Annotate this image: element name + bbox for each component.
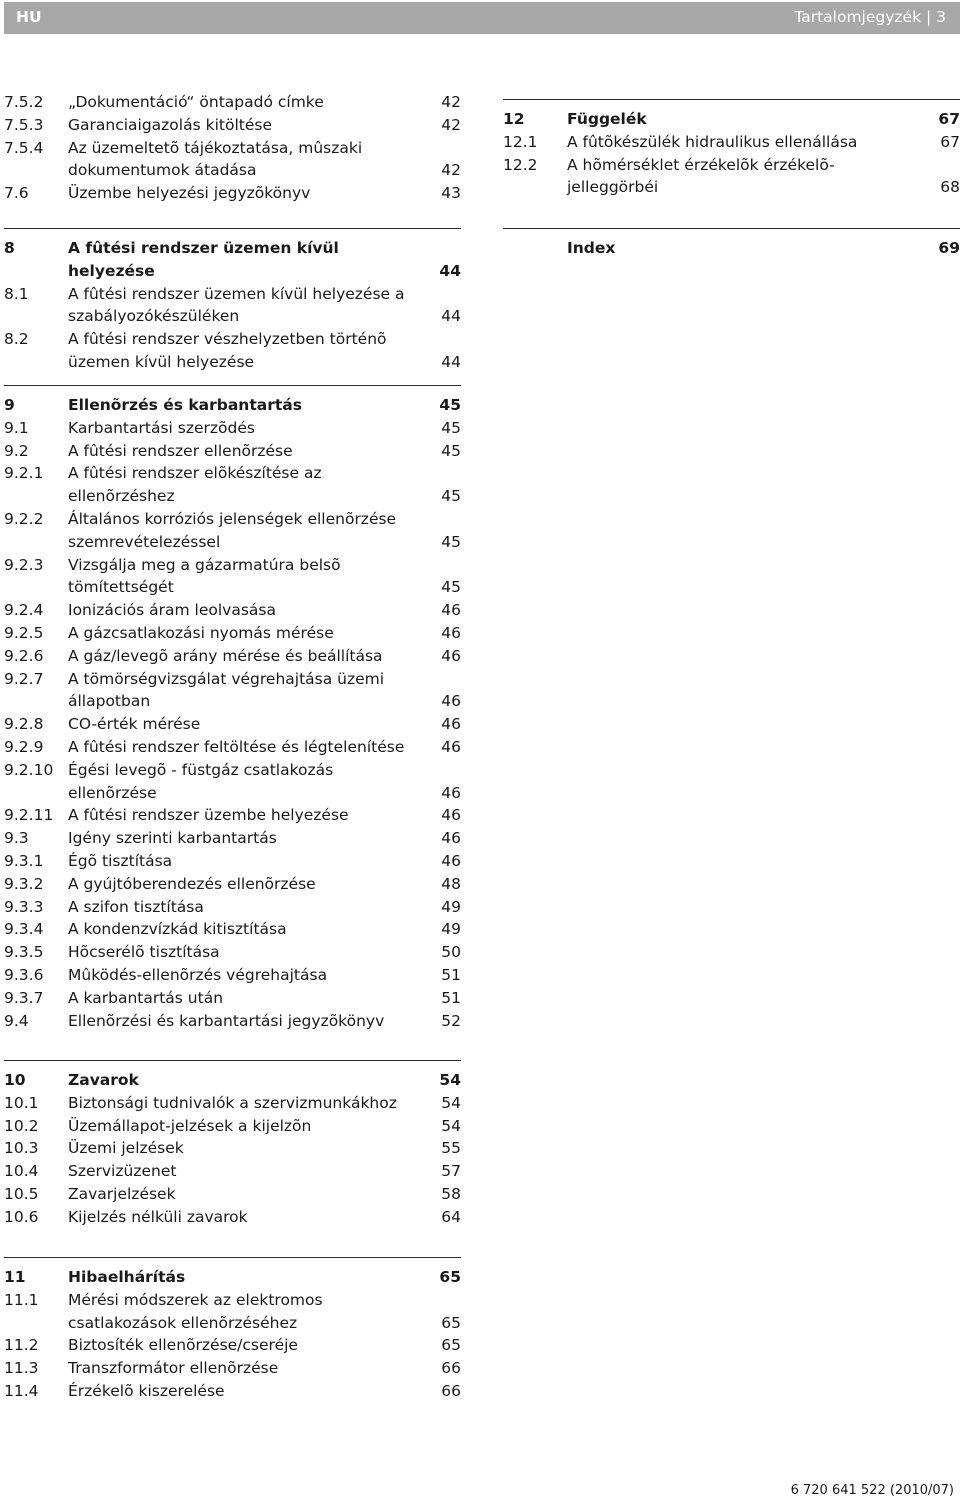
toc-entry-number: 8.1 — [4, 284, 29, 303]
toc-section-index — [503, 228, 960, 260]
toc-entry-text: Ionizációs áram leolvasása — [68, 601, 276, 620]
toc-left-column — [4, 91, 461, 205]
toc-entry-text: Érzékelõ kiszerelése — [68, 1381, 225, 1400]
toc-entry-number: 11 — [4, 1268, 26, 1286]
toc-entry-page: 52 — [441, 1011, 461, 1030]
toc-entry-number: 12.1 — [503, 132, 538, 151]
toc-entry-text: Ellenõrzés és karbantartás — [68, 396, 302, 414]
toc-left-column — [4, 385, 461, 1032]
toc-entry-number: 9.2.8 — [4, 715, 44, 734]
toc-entry-text: Mûködés-ellenõrzés végrehajtása — [68, 965, 328, 984]
toc-entry-page: 64 — [441, 1207, 461, 1226]
toc-entry-text: Biztonsági tudnivalók a szervizmunkákhoz — [68, 1093, 397, 1112]
toc-entry-number: 10.1 — [4, 1093, 39, 1112]
toc-entry-text: A kondenzvízkád kitisztítása — [68, 920, 287, 939]
toc-heading-entry[interactable] — [4, 1069, 461, 1092]
toc-entry-page: 46 — [441, 601, 461, 620]
toc-entry-number: 9 — [4, 396, 15, 414]
toc-entry-text: Az üzemeltetõ tájékoztatása, mûszaki dokumentumok átadása — [68, 138, 363, 180]
toc-entry[interactable] — [4, 182, 461, 205]
toc-entry-number: 7.6 — [4, 184, 29, 203]
toc-entry-page: 55 — [441, 1139, 461, 1158]
toc-entry-page: 44 — [439, 261, 461, 280]
toc-entry-text: A fûtési rendszer feltöltése és légtelenítése — [68, 737, 405, 756]
toc-entry-page: 49 — [441, 897, 461, 916]
toc-entry-number: 7.5.2 — [4, 93, 44, 111]
toc-entry-text: A fûtési rendszer üzemen kívül helyezése — [68, 239, 339, 280]
toc-entry-page: 66 — [441, 1359, 461, 1378]
toc-entry-page: 42 — [441, 93, 461, 111]
toc-entry-number: 9.3.2 — [4, 874, 44, 893]
toc-entry-text: Garanciaigazolás kitöltése — [68, 115, 272, 134]
toc-entry[interactable] — [503, 131, 960, 154]
toc-entry[interactable] — [4, 1183, 461, 1206]
toc-entry-text: Általános korróziós jelenségek ellenõrzése szemrevételezéssel — [68, 509, 397, 551]
toc-entry[interactable] — [4, 645, 461, 668]
toc-entry-page: 54 — [439, 1071, 461, 1089]
toc-entry[interactable] — [4, 918, 461, 941]
toc-entry[interactable] — [4, 1380, 461, 1403]
toc-section-11 — [4, 1257, 461, 1403]
toc-entry-number: 9.3.5 — [4, 943, 44, 962]
toc-entry-page: 46 — [441, 692, 461, 711]
toc-entry-number: 9.2.2 — [4, 509, 44, 528]
toc-entry-page: 48 — [441, 874, 461, 893]
toc-entry[interactable] — [4, 736, 461, 759]
toc-entry[interactable] — [4, 668, 461, 714]
toc-entry[interactable] — [4, 1115, 461, 1138]
toc-entry-text: Szervizüzenet — [68, 1162, 177, 1181]
toc-entry-number: 9.2.7 — [4, 669, 44, 688]
toc-entry-page: 65 — [439, 1268, 461, 1286]
toc-entry[interactable] — [4, 114, 461, 137]
toc-entry[interactable] — [4, 137, 461, 183]
toc-entry-page: 46 — [441, 737, 461, 756]
toc-heading-entry[interactable] — [4, 1266, 461, 1289]
toc-entry-text: Hõcserélõ tisztítása — [68, 943, 220, 962]
toc-entry-page: 68 — [940, 178, 960, 197]
toc-entry-page: 45 — [439, 396, 461, 414]
toc-entry-page: 43 — [441, 184, 461, 203]
toc-entry-text: Vizsgálja meg a gázarmatúra belsõ tömítettségét — [68, 555, 341, 597]
toc-entry-text: Függelék — [567, 110, 647, 128]
toc-entry-page: 46 — [441, 829, 461, 848]
toc-entry-number: 9.4 — [4, 1011, 29, 1030]
toc-entry-text: Égõ tisztítása — [68, 851, 173, 870]
toc-entry-text: Üzemi jelzések — [68, 1139, 184, 1158]
toc-entry-number: 9.2.11 — [4, 806, 54, 825]
toc-entry[interactable] — [4, 873, 461, 896]
toc-entry-number: 9.3.4 — [4, 920, 44, 939]
toc-entry-text: A szifon tisztítása — [68, 897, 204, 916]
toc-entry-page: 44 — [441, 307, 461, 326]
toc-entry-page: 57 — [441, 1162, 461, 1181]
toc-entry-text: Mérési módszerek az elektromos csatlakozások ellenõrzéséhez — [68, 1290, 323, 1332]
toc-entry[interactable] — [4, 440, 461, 463]
toc-entry-number: 10.5 — [4, 1184, 39, 1203]
toc-entry-text: Üzembe helyezési jegyzõkönyv — [68, 184, 311, 203]
toc-entry[interactable] — [4, 554, 461, 600]
toc-entry-text: Karbantartási szerzõdés — [68, 418, 255, 437]
toc-entry-text: Kijelzés nélküli zavarok — [68, 1207, 248, 1226]
toc-entry[interactable] — [4, 599, 461, 622]
toc-entry-page: 67 — [938, 110, 960, 128]
toc-entry-page: 45 — [441, 418, 461, 437]
toc-entry-number: 9.2.1 — [4, 464, 44, 483]
toc-entry-page: 46 — [441, 806, 461, 825]
toc-entry[interactable] — [4, 1289, 461, 1335]
toc-entry-number: 10.6 — [4, 1207, 39, 1226]
toc-entry[interactable] — [503, 154, 960, 200]
toc-section-9 — [4, 385, 461, 1032]
toc-entry[interactable] — [4, 91, 461, 114]
toc-entry-number: 10 — [4, 1071, 26, 1089]
toc-entry[interactable] — [4, 417, 461, 440]
toc-entry-text: CO-érték mérése — [68, 715, 201, 734]
toc-heading-entry[interactable] — [4, 237, 461, 283]
toc-entry-text: Égési levegõ - füstgáz csatlakozás ellenõrzése — [68, 760, 334, 802]
toc-entry[interactable] — [4, 462, 461, 508]
toc-entry-page: 69 — [938, 239, 960, 257]
toc-entry-text: A tömörségvizsgálat végrehajtása üzemi állapotban — [68, 669, 385, 711]
toc-entry-page: 46 — [441, 715, 461, 734]
toc-heading-entry[interactable] — [4, 394, 461, 417]
toc-entry[interactable] — [4, 283, 461, 329]
toc-entry-number: 11.1 — [4, 1290, 39, 1309]
toc-entry-page: 54 — [441, 1116, 461, 1135]
toc-entry[interactable] — [4, 1160, 461, 1183]
toc-entry-text: A gyújtóberendezés ellenõrzése — [68, 874, 316, 893]
toc-entry[interactable] — [4, 827, 461, 850]
toc-entry-number: 12 — [503, 110, 525, 128]
toc-entry-number: 7.5.3 — [4, 115, 44, 134]
toc-entry[interactable] — [4, 804, 461, 827]
toc-entry-text: Index — [567, 239, 616, 257]
toc-entry-number: 9.2.4 — [4, 601, 44, 620]
toc-entry-text: Biztosíték ellenõrzése/cseréje — [68, 1336, 298, 1355]
toc-entry[interactable] — [4, 1092, 461, 1115]
toc-entry[interactable] — [4, 941, 461, 964]
toc-entry-text: Igény szerinti karbantartás — [68, 829, 277, 848]
toc-entry-text: Üzemállapot-jelzések a kijelzõn — [68, 1116, 312, 1135]
toc-entry-number: 9.2.6 — [4, 646, 44, 665]
toc-entry-text: Ellenõrzési és karbantartási jegyzõkönyv — [68, 1011, 385, 1030]
toc-entry-text: A fûtési rendszer vészhelyzetben történõ üzemen kívül helyezése — [68, 330, 387, 371]
toc-entry-text: Transzformátor ellenõrzése — [68, 1359, 279, 1378]
toc-left-column — [4, 1257, 461, 1403]
toc-entry[interactable] — [4, 1334, 461, 1357]
toc-entry-page: 46 — [441, 851, 461, 870]
toc-left-column — [4, 228, 461, 374]
toc-entry-page: 45 — [441, 578, 461, 597]
toc-entry[interactable] — [4, 508, 461, 554]
toc-entry-text: A fûtési rendszer üzembe helyezése — [68, 806, 349, 825]
toc-heading-entry[interactable] — [503, 237, 960, 260]
toc-entry-number: 9.1 — [4, 418, 29, 437]
toc-entry-number: 9.3.1 — [4, 851, 44, 870]
toc-section-12 — [503, 99, 960, 199]
toc-entry[interactable] — [4, 1357, 461, 1380]
toc-entry-page: 67 — [940, 132, 960, 151]
toc-entry[interactable] — [4, 713, 461, 736]
toc-entry-text: Zavarok — [68, 1071, 139, 1089]
toc-entry-text: A hõmérséklet érzékelõk érzékelõ-jelleggörbéi — [567, 155, 835, 197]
toc-entry-number: 9.3 — [4, 829, 29, 848]
toc-section-10 — [4, 1060, 461, 1229]
toc-entry[interactable] — [4, 622, 461, 645]
toc-entry[interactable] — [4, 759, 461, 805]
toc-entry-page: 50 — [441, 943, 461, 962]
toc-entry-text: A fûtési rendszer üzemen kívül helyezése a szabályozókészüléken — [68, 284, 405, 326]
toc-entry-page: 46 — [441, 646, 461, 665]
toc-left-column — [4, 1060, 461, 1229]
document-number: 6 720 641 522 (2010/07) — [790, 1483, 954, 1498]
toc-entry-page: 51 — [441, 965, 461, 984]
toc-entry[interactable] — [4, 328, 461, 374]
toc-entry-text: A karbantartás után — [68, 988, 224, 1007]
toc-entry-text: A fûtõkészülék hidraulikus ellenállása — [567, 132, 858, 151]
toc-entry[interactable] — [4, 987, 461, 1010]
toc-entry-number: 9.2.9 — [4, 737, 44, 756]
toc-entry-number: 10.4 — [4, 1162, 39, 1181]
toc-entry-number: 8 — [4, 239, 15, 257]
toc-right-column — [503, 228, 960, 260]
toc-entry-page: 58 — [441, 1184, 461, 1203]
toc-entry-text: A gáz/levegõ arány mérése és beállítása — [68, 646, 383, 665]
toc-entry-page: 65 — [441, 1313, 461, 1332]
toc-entry-number: 11.2 — [4, 1336, 39, 1355]
toc-entry[interactable] — [4, 896, 461, 919]
toc-entry-number: 9.3.3 — [4, 897, 44, 916]
toc-entry[interactable] — [4, 1206, 461, 1229]
toc-entry[interactable] — [4, 1010, 461, 1033]
toc-entry-number: 11.3 — [4, 1359, 39, 1378]
toc-entry-number: 10.2 — [4, 1116, 39, 1135]
toc-entry-text: A gázcsatlakozási nyomás mérése — [68, 623, 334, 642]
toc-entry-page: 66 — [441, 1381, 461, 1400]
toc-entry-page: 42 — [441, 161, 461, 180]
toc-entry-page: 54 — [441, 1093, 461, 1112]
toc-entry-number: 8.2 — [4, 330, 29, 349]
toc-section-8 — [4, 228, 461, 374]
toc-entry-number: 7.5.4 — [4, 138, 44, 157]
toc-entry-page: 45 — [441, 532, 461, 551]
toc-entry-text: A fûtési rendszer ellenõrzése — [68, 441, 293, 460]
toc-entry[interactable] — [4, 964, 461, 987]
toc-entry-page: 46 — [441, 783, 461, 802]
toc-entry-page: 46 — [441, 623, 461, 642]
toc-entry-text: Hibaelhárítás — [68, 1268, 186, 1286]
toc-section-7 — [4, 91, 461, 205]
toc-entry-number: 12.2 — [503, 155, 538, 174]
toc-entry-text: „Dokumentáció“ öntapadó címke — [68, 93, 324, 111]
toc-entry-number: 10.3 — [4, 1139, 39, 1158]
language-code: HU — [16, 8, 42, 26]
toc-entry-text: Zavarjelzések — [68, 1184, 176, 1203]
toc-entry-page: 65 — [441, 1336, 461, 1355]
toc-entry-page: 49 — [441, 920, 461, 939]
toc-entry-page: 51 — [441, 988, 461, 1007]
toc-right-column — [503, 99, 960, 199]
toc-entry-number: 9.2 — [4, 441, 29, 460]
toc-entry[interactable] — [4, 850, 461, 873]
toc-entry-number: 9.3.6 — [4, 965, 44, 984]
toc-entry-number: 11.4 — [4, 1381, 39, 1400]
toc-entry-page: 45 — [441, 441, 461, 460]
toc-entry[interactable] — [4, 1137, 461, 1160]
page-title: Tartalomjegyzék | 3 — [794, 8, 946, 26]
toc-heading-entry[interactable] — [503, 108, 960, 131]
toc-entry-number: 9.2.10 — [4, 760, 54, 779]
toc-entry-text: A fûtési rendszer elõkészítése az ellenõrzéshez — [68, 464, 322, 506]
toc-entry-number: 9.2.5 — [4, 623, 44, 642]
page-header — [4, 2, 960, 34]
toc-entry-number: 9.3.7 — [4, 988, 44, 1007]
toc-entry-number: 9.2.3 — [4, 555, 44, 574]
toc-entry-page: 42 — [441, 115, 461, 134]
toc-entry-page: 44 — [441, 352, 461, 371]
toc-entry-page: 45 — [441, 487, 461, 506]
